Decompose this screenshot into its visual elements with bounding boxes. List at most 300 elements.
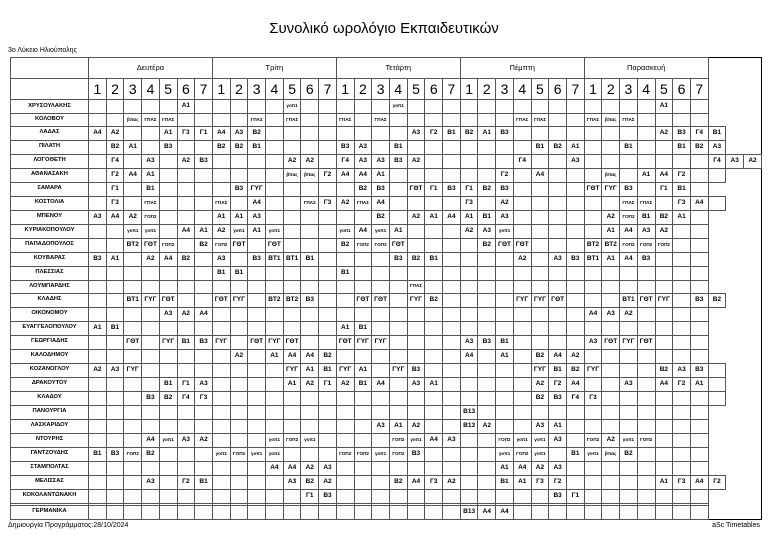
lesson-cell: Β2 [708,293,726,307]
lesson-cell: Α4 [177,224,195,238]
lesson-cell [124,377,142,391]
lesson-cell [266,114,284,127]
lesson-cell: Γ2 [549,377,567,391]
lesson-cell: ΓΘΤ [336,335,354,349]
lesson-cell [177,280,195,293]
lesson-cell [124,280,142,293]
lesson-cell: ΓΥΓ [230,293,248,307]
lesson-cell [248,154,266,168]
lesson-cell [89,154,107,168]
lesson-cell [637,280,655,293]
lesson-cell: Β1 [708,126,726,140]
lesson-cell [460,391,478,405]
teacher-row [11,293,762,307]
lesson-cell [177,349,195,363]
lesson-cell: Α2 [602,210,620,224]
lesson-cell: Β3 [620,182,638,196]
period-header: 6 [673,79,691,100]
lesson-cell [89,505,107,519]
teacher-name: ΠΑΝΟΥΡΓΙΑ [11,405,89,419]
lesson-cell [106,377,124,391]
lesson-cell [89,114,107,127]
lesson-cell [443,238,461,252]
lesson-cell: Γ3 [673,196,691,210]
lesson-cell [212,168,230,182]
lesson-cell [425,391,443,405]
lesson-cell: Α3 [443,433,461,447]
lesson-cell [425,307,443,321]
lesson-cell [637,114,655,127]
lesson-cell [266,391,284,405]
lesson-cell [89,405,107,419]
lesson-cell [159,475,177,489]
lesson-cell [319,447,337,461]
lesson-cell [460,475,478,489]
lesson-cell: Β3 [372,182,390,196]
lesson-cell [496,419,514,433]
lesson-cell: ΓΘΤ [283,335,301,349]
lesson-cell: Β1 [248,140,266,154]
lesson-cell: Α3 [673,363,691,377]
lesson-cell: Β2 [425,293,443,307]
lesson-cell [372,100,390,114]
lesson-cell [443,196,461,210]
lesson-cell [266,140,284,154]
lesson-cell [513,391,531,405]
lesson-cell: ΓΘΤ [142,238,160,252]
lesson-cell [496,252,514,266]
lesson-cell: Α1 [513,475,531,489]
lesson-cell: Α2 [407,210,425,224]
lesson-cell [195,114,213,127]
lesson-cell [513,100,531,114]
lesson-cell [159,447,177,461]
lesson-cell: ΓΠΑΣ [584,114,602,127]
teacher-row [11,433,762,447]
lesson-cell: Β3 [319,489,337,503]
teacher-row [11,335,762,349]
lesson-cell [195,349,213,363]
lesson-cell [389,335,407,349]
lesson-cell [89,224,107,238]
lesson-cell [478,168,496,182]
lesson-cell [195,363,213,377]
lesson-cell: Β2 [478,182,496,196]
lesson-cell [336,252,354,266]
lesson-cell [513,126,531,140]
lesson-cell: Α2 [301,461,319,475]
lesson-cell [142,405,160,419]
lesson-cell [496,293,514,307]
lesson-cell [248,489,266,503]
school-name: 3ο Λύκειο Ηλιούπολης [8,47,77,54]
lesson-cell [637,266,655,280]
lesson-cell [425,419,443,433]
lesson-cell [602,126,620,140]
lesson-cell [460,168,478,182]
lesson-cell: Α1 [106,252,124,266]
lesson-cell: Γ3 [425,475,443,489]
lesson-cell [319,252,337,266]
lesson-cell [566,238,584,252]
lesson-cell [142,505,160,519]
lesson-cell [389,349,407,363]
lesson-cell [690,461,708,475]
lesson-cell [673,335,691,349]
lesson-cell: Β3 [496,182,514,196]
lesson-cell [336,391,354,405]
lesson-cell [389,210,407,224]
lesson-cell: Β1 [549,363,567,377]
lesson-cell [637,391,655,405]
lesson-cell: Α2 [655,224,673,238]
lesson-cell [230,100,248,114]
lesson-cell: Α3 [549,433,567,447]
lesson-cell [443,280,461,293]
lesson-cell [425,447,443,461]
lesson-cell [443,505,461,519]
lesson-cell [566,321,584,335]
lesson-cell [248,349,266,363]
lesson-cell [106,335,124,349]
lesson-cell [443,377,461,391]
lesson-cell [637,505,655,519]
lesson-cell: Β3 [336,140,354,154]
lesson-cell [602,461,620,475]
lesson-cell: Β3 [637,252,655,266]
lesson-cell [549,447,567,461]
lesson-cell [106,461,124,475]
lesson-cell: γοπ1 [372,224,390,238]
lesson-cell: Γ1 [301,489,319,503]
lesson-cell [159,489,177,503]
lesson-cell: ΒΤ1 [124,293,142,307]
lesson-cell [301,280,319,293]
lesson-cell [354,100,372,114]
lesson-cell [460,321,478,335]
lesson-cell [478,280,496,293]
lesson-cell [89,461,107,475]
lesson-cell [89,489,107,503]
lesson-cell: ΓΠΑΣ [142,114,160,127]
lesson-cell [372,266,390,280]
lesson-cell [673,307,691,321]
lesson-cell [248,405,266,419]
teacher-row [11,377,762,391]
lesson-cell [478,266,496,280]
corner-cell [11,79,89,100]
lesson-cell [690,266,708,280]
lesson-cell: ΓΟΠ2 [283,433,301,447]
lesson-cell [478,447,496,461]
lesson-cell [513,377,531,391]
lesson-cell [89,168,107,182]
lesson-cell: Α2 [531,377,549,391]
lesson-cell: γοπ1 [266,447,284,461]
lesson-cell: Α3 [212,252,230,266]
lesson-cell: Α1 [124,140,142,154]
teacher-name: ΝΤΟΥΡΗΣ [11,433,89,447]
lesson-cell: γοπ1 [513,433,531,447]
lesson-cell: ΓΠΑΣ [283,114,301,127]
lesson-cell [283,505,301,519]
lesson-cell [354,307,372,321]
lesson-cell: Α2 [230,349,248,363]
lesson-cell: Α3 [319,461,337,475]
lesson-cell [336,489,354,503]
lesson-cell [478,114,496,127]
lesson-cell: ΓΥΓ [407,293,425,307]
teacher-row [11,405,762,419]
lesson-cell: Α3 [620,377,638,391]
lesson-cell: γοπ1 [266,433,284,447]
lesson-cell [460,377,478,391]
lesson-cell [425,168,443,182]
lesson-cell [496,307,514,321]
lesson-cell [212,475,230,489]
lesson-cell: Β3 [389,252,407,266]
teacher-row [11,461,762,475]
lesson-cell [89,391,107,405]
lesson-cell [513,335,531,349]
lesson-cell [230,405,248,419]
lesson-cell [106,238,124,252]
lesson-cell [301,100,319,114]
lesson-cell [602,140,620,154]
lesson-cell [159,280,177,293]
teacher-name: ΛΟΓΟΘΕΤΗ [11,154,89,168]
lesson-cell [301,126,319,140]
lesson-cell [513,321,531,335]
lesson-cell: Β1 [673,140,691,154]
lesson-cell: Β1 [531,140,549,154]
lesson-cell: Α2 [566,349,584,363]
period-header: 2 [106,79,124,100]
teacher-row [11,447,762,461]
lesson-cell [513,182,531,196]
lesson-cell: Α3 [726,154,744,168]
lesson-cell: Β2 [372,210,390,224]
lesson-cell: Α1 [549,419,567,433]
lesson-cell [584,377,602,391]
lesson-cell [283,182,301,196]
lesson-cell [407,196,425,210]
lesson-cell [549,335,567,349]
lesson-cell: Α2 [177,154,195,168]
lesson-cell [531,321,549,335]
lesson-cell [620,100,638,114]
teacher-name: ΣΑΜΑΡΑ [11,182,89,196]
lesson-cell [690,100,708,114]
lesson-cell: βπας [124,114,142,127]
lesson-cell [531,238,549,252]
lesson-cell [690,252,708,266]
lesson-cell: Α4 [620,252,638,266]
lesson-cell: Β2 [319,349,337,363]
lesson-cell [584,489,602,503]
lesson-cell [212,321,230,335]
lesson-cell: ΓΟΠ2 [124,447,142,461]
lesson-cell [319,293,337,307]
lesson-cell [655,196,673,210]
lesson-cell: Β2 [407,252,425,266]
lesson-cell [690,489,708,503]
lesson-cell: Α4 [212,126,230,140]
lesson-cell [460,433,478,447]
lesson-cell [637,489,655,503]
period-header: 7 [566,79,584,100]
teacher-row [11,419,762,433]
lesson-cell [478,475,496,489]
lesson-cell [584,140,602,154]
lesson-cell [319,433,337,447]
lesson-cell [425,196,443,210]
lesson-cell [673,461,691,475]
teacher-row [11,224,762,238]
lesson-cell [319,505,337,519]
lesson-cell: Β3 [443,182,461,196]
lesson-cell [124,405,142,419]
lesson-cell [389,461,407,475]
lesson-cell [177,419,195,433]
lesson-cell [212,280,230,293]
lesson-cell: Γ1 [319,377,337,391]
lesson-cell [620,475,638,489]
lesson-cell [283,307,301,321]
lesson-cell: Α4 [407,475,425,489]
lesson-cell: ΓΘΤ [602,335,620,349]
teacher-row [11,210,762,224]
lesson-cell [531,505,549,519]
lesson-cell [443,405,461,419]
lesson-cell: Β1 [301,252,319,266]
lesson-cell: ΓΘΤ [513,238,531,252]
lesson-cell: Α2 [212,224,230,238]
lesson-cell: Β3 [230,182,248,196]
lesson-cell [460,363,478,377]
lesson-cell [124,461,142,475]
lesson-cell: Α4 [478,505,496,519]
lesson-cell [655,447,673,461]
lesson-cell: Β2 [106,140,124,154]
lesson-cell [673,280,691,293]
lesson-cell [460,154,478,168]
lesson-cell [389,391,407,405]
lesson-cell: Β3 [407,447,425,461]
lesson-cell [549,126,567,140]
lesson-cell [372,433,390,447]
lesson-cell [230,252,248,266]
lesson-cell [177,168,195,182]
lesson-cell: Β3 [407,363,425,377]
lesson-cell [354,475,372,489]
lesson-cell [195,461,213,475]
lesson-cell [425,140,443,154]
lesson-cell [89,377,107,391]
lesson-cell [336,280,354,293]
lesson-cell [106,505,124,519]
lesson-cell [531,224,549,238]
lesson-cell [673,433,691,447]
period-header: 2 [478,79,496,100]
lesson-cell: Β1 [89,447,107,461]
lesson-cell: ΓΥΓ [266,335,284,349]
lesson-cell [496,280,514,293]
lesson-cell [159,321,177,335]
lesson-cell [407,489,425,503]
lesson-cell: Β3 [478,335,496,349]
lesson-cell [478,349,496,363]
lesson-cell [389,405,407,419]
lesson-cell: ΓΠΑΣ [159,114,177,127]
period-header: 2 [230,79,248,100]
lesson-cell [212,505,230,519]
lesson-cell: Β2 [690,140,708,154]
period-header: 6 [549,79,567,100]
lesson-cell [195,321,213,335]
lesson-cell: Α4 [496,505,514,519]
lesson-cell [460,461,478,475]
lesson-cell: Γ1 [195,126,213,140]
lesson-cell [584,293,602,307]
lesson-cell [602,475,620,489]
lesson-cell: Α3 [372,419,390,433]
lesson-cell [620,168,638,182]
lesson-cell: Α3 [584,335,602,349]
lesson-cell [212,182,230,196]
lesson-cell: Β2 [336,238,354,252]
lesson-cell: Α1 [336,321,354,335]
lesson-cell [620,461,638,475]
lesson-cell [584,154,602,168]
lesson-cell [354,266,372,280]
lesson-cell: ΒΤ2 [283,293,301,307]
lesson-cell [283,210,301,224]
lesson-cell [230,461,248,475]
lesson-cell [106,307,124,321]
lesson-cell [655,114,673,127]
lesson-cell [478,489,496,503]
lesson-cell: Β1 [389,140,407,154]
lesson-cell: ΓΠΑΣ [407,280,425,293]
lesson-cell [708,196,726,210]
lesson-cell: γοπ1 [159,433,177,447]
teacher-row [11,391,762,405]
lesson-cell [531,266,549,280]
lesson-cell [655,349,673,363]
lesson-cell: Γ1 [177,377,195,391]
lesson-cell: Β2 [478,238,496,252]
period-header: 1 [336,79,354,100]
lesson-cell [478,140,496,154]
lesson-cell [124,391,142,405]
teacher-name: ΓΑΝΤΖΟΥΔΗΣ [11,447,89,461]
lesson-cell: Α3 [549,252,567,266]
teacher-name: ΛΑΔΑΣ [11,126,89,140]
lesson-cell: Β2 [620,447,638,461]
lesson-cell: Γ3 [195,391,213,405]
lesson-cell: Α4 [584,307,602,321]
creation-date: Δημιουργία Προγράμματος:28/10/2024 [8,522,129,529]
period-header: 4 [637,79,655,100]
period-header: 3 [124,79,142,100]
lesson-cell [460,114,478,127]
lesson-cell [460,489,478,503]
lesson-cell [690,307,708,321]
lesson-cell [266,363,284,377]
lesson-cell [443,100,461,114]
lesson-cell: ΓΘΤ [637,335,655,349]
